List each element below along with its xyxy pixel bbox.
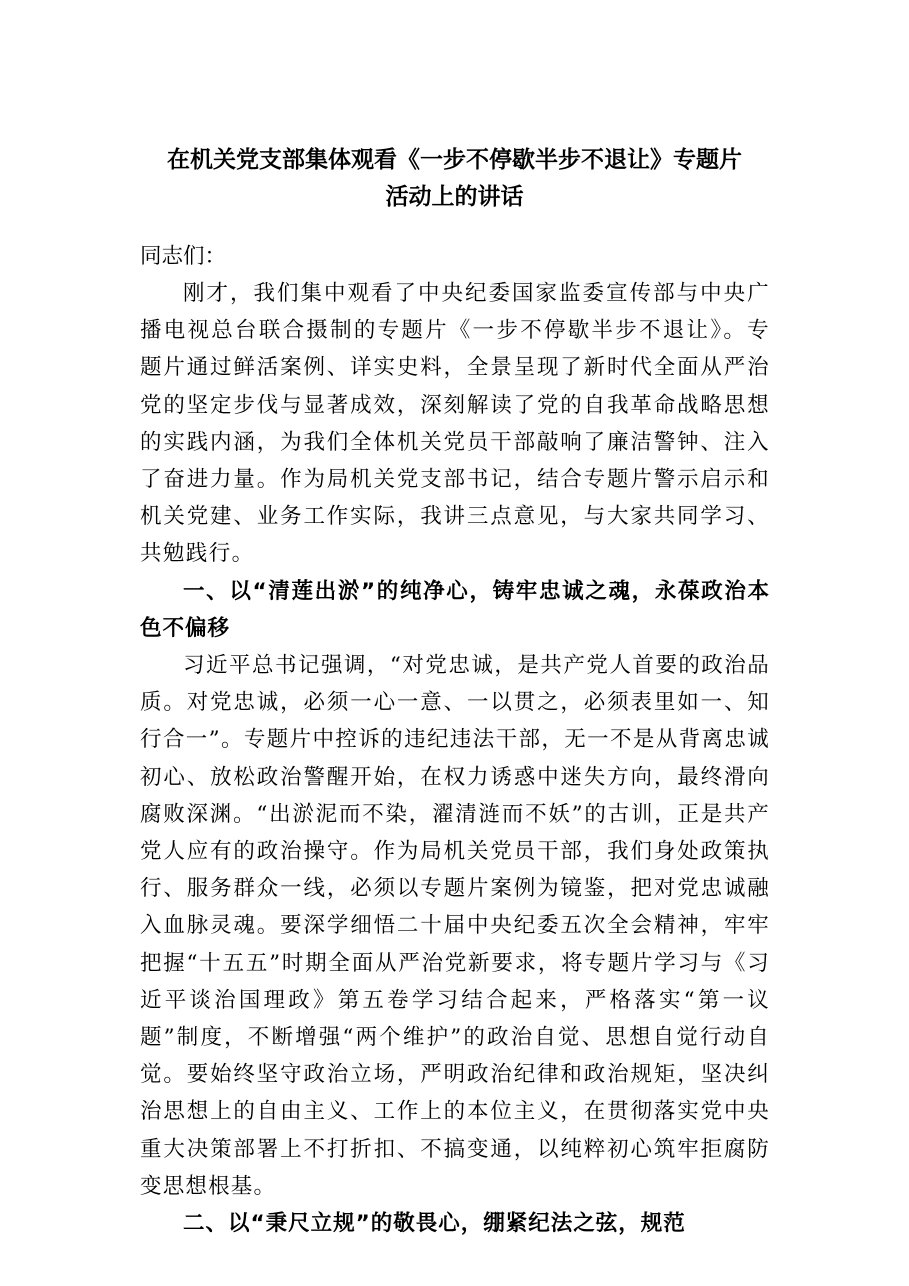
intro-paragraph: 刚才，我们集中观看了中央纪委国家监委宣传部与中央广播电视总台联合摄制的专题片《一步不停歇半步不退让》。专题片通过鲜活案例、详实史料，全景呈现了新时代全面从严治党的坚定步伐与显著成效，深刻解读了党的自我革命战略思想的实践内涵，为我们全体机关党员干部敲响了廉洁警钟、注入了奋进力量。作为局机关党支部书记，结合专题片警示启示和机关党建、业务工作实际，我讲三点意见，与大家共同学习、共勉践行。 — [140, 281, 770, 567]
salutation: 同志们： — [140, 244, 227, 269]
section-heading-2: 二、以“秉尺立规”的敬畏心，绷紧纪法之弦，规范 — [183, 1211, 686, 1237]
document-title-line-1: 在机关党支部集体观看《一步不停歇半步不退让》专题片 — [167, 146, 742, 173]
document-body — [140, 220, 770, 1242]
section-heading-1: 一、以“清莲出淤”的纯净心，铸牢忠诚之魂，永葆政治本色不偏移 — [140, 578, 770, 641]
section-1-paragraph: 习近平总书记强调，“对党忠诚，是共产党人首要的政治品质。对党忠诚，必须一心一意、一以贯之，必须表里如一、知行合一”。专题片中控诉的违纪违法干部，无一不是从背离忠诚初心、放松政治警醒开始，在权力诱惑中迷失方向，最终滑向腐败深渊。“出淤泥而不染，濯清涟而不妖”的古训，正是共产党人应有的政治操守。作为局机关党员干部，我们身处政策执行、服务群众一线，必须以专题片案例为镜鉴，把对党忠诚融入血脉灵魂。要深学细悟二十届中央纪委五次全会精神，牢牢把握“十五五”时期全面从严治党新要求，将专题片学习与《习近平谈治国理政》第五卷学习结合起来，严格落实“第一议题”制度，不断增强“两个维护”的政治自觉、思想自觉行动自觉。要始终坚守政治立场，严明政治纪律和政治规矩，坚决纠治思想上的自由主义、工作上的本位主义，在贯彻落实党中央重大决策部署上不打折扣、不搞变通，以纯粹初心筑牢拒腐防变思想根基。 — [140, 653, 770, 1199]
document-title-line-2: 活动上的讲话 — [385, 183, 524, 210]
